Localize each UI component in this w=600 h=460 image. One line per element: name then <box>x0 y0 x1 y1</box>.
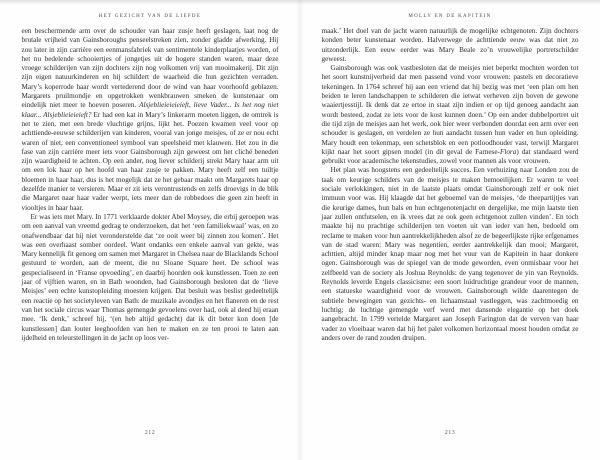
text-run: Het plan was hoogstens een gedeeltelijk succes. Een verhuizing naar Londen zou de taak om keurige schilders van de meisjes te maken bemoeilijken. Er waren te veel sociale verlokkingen, niet in de laatste plaats omdat Gainsborough zelf er ook niet immuun voor was. Hij klaagde dat het geboemel van de meisjes, ‘de theepartijtjes van die keurige dames, hun bals en hun echtgenotenjacht en dergelijke, me mijn laatste tien jaar zullen ontfutselen, en ik vrees dat ze ook geen echtgenoot zullen vinden’. En toch maakte hij nu prachtige schilderijen ten voeten uit van ieder van hen, bedoeld om reclame te maken voor hun aantrekkelijkheden alsof ze de begeerlijkste rijke erfgenames van de stad waren: Mary was negentien, eerder aantrekkelijk dan mooi; Margaret, achttien, altijd minder knap maar nog met het vuur van de Kapitein in haar donkere ogen. Gainsborough was de spiegel van de mode geworden, even onmisbaar voor het zelfbeeld van de society als Joshua Reynolds: de yang tegenover de yin van Reynolds. Reynolds leverde Engels classicisme: een soort luidruchtige grandeur voor de mannen, een statueske waardigheid voor de vrouwen. Gainsborough wilde daarentegen de subtiele bewegingen van gezichts- en lichaamstaal vastleggen, was zachtmoedig en luchtig; de luchtige gemengde verf werd met dansende elegantie op het doek aangebracht. In 1799 vertelde Margaret aan Joseph Farington dat de verven van haar vader zo vloeibaar waren dat hij het palet volkomen horizontaal moest houden omdat ze anders over de rand zouden druipen. <box>321 166 579 342</box>
paragraph <box>22 27 279 213</box>
right-page <box>300 0 600 460</box>
italic-text-run: Flora <box>499 147 517 156</box>
italic-text-run: Alsjeblieieieieieft, lieve Vader... Is het nog niet klaar... Alsjeblieieieieft? <box>21 101 279 119</box>
paragraph <box>322 166 579 343</box>
text-run: Er had een kat in Mary’s linkerarm moeten liggen, de omtrek is net te zien, met een brede vluchtige grijns, lijkt het. Poezen kwamen veel voor op achttiende-eeuwse schilderijen van kinderen, vooral van jonge meisjes, of ze er nou echt waren of niet, een conventioneel symbool van speelsheid met klauwen. Het zou in die fase van zijn carrière meer iets voor Gainsborough zijn geweest om het cliché beneden zijn waardigheid te achten. Op een ander, nog liever schilderij strekt Mary haar arm uit om een lok haar op het hoofd van haar zusje te pakken. Mary heeft zelf een tuiltje bloemen in haar haar, dus is het mogelijk dat ze het gebaar maakt om Margarets haar op dezelfde manier te versieren. Maar er zit iets verontrustends en zelfs droevigs in de blik die Margaret naar haar vader werpt, iets meer dan de robbedoes die geen zin heeft in viooltjes in haar haar. <box>21 110 279 212</box>
text-run: Gainsborough was ook vastbesloten dat de meisjes niet beperkt mochten worden tot het soort kunstnijverheid dat men passend vond voor vrouwen: pastels en decoratieve tekeningen. In 1764 schreef hij aan een vriend dat hij bezig was met ‘een plan om hen beiden te leren landschappen te schilderen die ietwat verheven zijn boven de gewone waaiertjesstijl. Ik denk dat ze ertoe in staat zijn indien er op tijd genoeg aandacht aan wordt besteed, zodat ze iets voor de kost kunnen doen.’ Op een ander dubbelportret uit die tijd zijn de meisjes aan het werk, ook hier weer verbonden doordat een arm over een schouder is geslagen, en verdelen ze hun aandacht tussen hun vader en hun opleiding. Mary houdt een tekenmap, een schetsblok en een potloodhouder vast, terwijl Margaret kijkt naar het soort gipsen model (in dit geval de Farnese- <box>321 64 579 156</box>
text-run: een beschermende arm over de schouder van haar zusje heeft geslagen, laat nog de brutale vrijheid van Gainsboroughs penseelstreken zien, zonder gladde afwerking. Hij zou later in zijn carrière een eenmansfabriek van sentimentele kinderplaatjes worden, of het nu bedelende schooiertjes of jongetjes uit de hogere standen waren, maar deze vroege schilderijen van zijn dochters zijn nog volkomen vrij van mooimakerij. Dit zijn zijn eigen natuurkinderen en hij schildert de waarheid die hun gezichten verraden. Mary’s koperrode haar wordt vertederend door de wind van haar voorhoofd geblazen. Margarets pruilmondje en opgetrokken wenkbrauwen smeken de kunstenaar om eindelijk niet meer te hoeven poseren. <box>21 27 279 110</box>
page-number-left: 212 <box>144 430 156 436</box>
paragraph <box>322 64 579 166</box>
text-block-left <box>22 27 279 343</box>
paragraph <box>22 213 279 343</box>
text-run: ) dat standaard werd gebruikt voor academische tekenstudies, zowel voor mannen als voor vrouwen. <box>321 147 579 166</box>
text-block-right <box>322 27 579 343</box>
text-run: maak.’ Het doel van de jacht waren natuurlijk de mogelijke echtgenoten. Zijn dochters konden beter kunstenaar worden. Halverwege de achttiende eeuw was dat niet zo uitzonderlijk. Een eeuw eerder was Mary Beale zo’n vrouwelijke portretschilder geweest. <box>321 27 579 63</box>
running-header-left: HET GEZICHT VAN DE LIEFDE <box>98 14 202 19</box>
page-number-right: 213 <box>444 430 456 436</box>
running-header-right: MOLLY EN DE KAPITEIN <box>408 14 492 19</box>
text-run: Er was iets met Mary. In 1771 verklaarde dokter Abel Moysey, die erbij geroepen was om een aanval van vreemd gedrag te onderzoeken, dat het ‘een familiekwaal’ was, en zo onafwendbaar dat hij niet veronderstelde dat ‘ze ooit weer bij zinnen zou komen’. Het was een overhaast somber oordeel. Want ondanks een enkele aanval van gekte, was Mary kennelijk fit genoeg om samen met Margaret in Chelsea naar de Blacklands School gestuurd te worden, aan de meent, die nu Sloane Square heet. De school was gespecialiseerd in ‘Franse opvoeding’, en daarbij hoorden ook kunstlessen. Toen ze een jaar of vijftien waren, en in Bath woonden, had Gainsborough besloten dat de ‘lieve Meisjes’ een echte kunstopleiding moesten krijgen. Dat besluit was beslist gedeeltelijk een reactie op het societyleven van Bath: de muzikale avondjes en het flaneren en de rest van het sociale circus waar Thomas gemengde gevoelens over had, ook al deed hij eraan mee. ‘Ik denk,’ schreef hij, ‘(en heb altijd gedacht) dat ik dit beter kon doen [de kunstlessen] dan louter leeghoofden van hen te maken en ze ten prooi te laten aan ijdelheid en teleurstellingen in de jacht op loos ver- <box>21 212 279 342</box>
paragraph <box>322 27 579 64</box>
